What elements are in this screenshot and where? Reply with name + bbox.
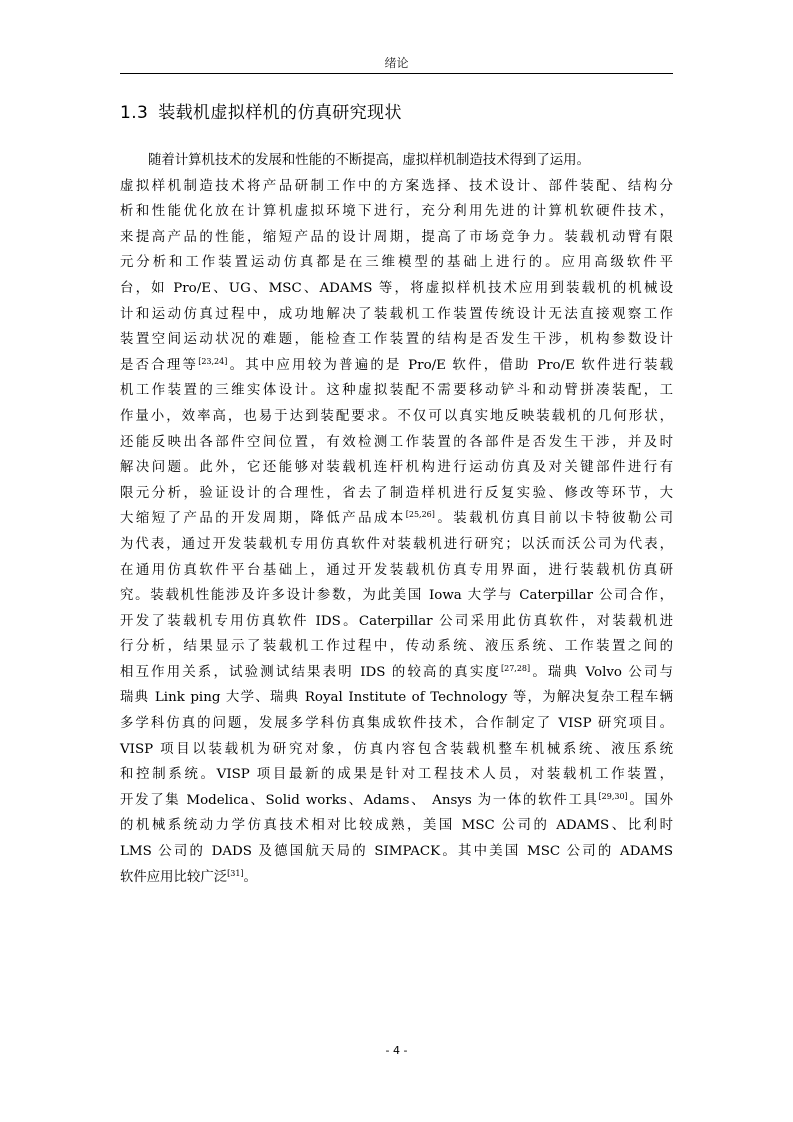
text-line	[120, 839, 673, 865]
text-line	[120, 609, 673, 635]
text-line	[120, 506, 673, 532]
line-text: 还能反映出各部件空间位置，有效检测工作装置的各部件是否发生干涉，并及时	[120, 434, 673, 450]
line-text: 台，如 Pro/E、UG、MSC、ADAMS 等，将虚拟样机技术应用到装载机的机械设	[120, 280, 673, 296]
text-line	[120, 302, 673, 328]
line-text: 开发了装载机专用仿真软件 IDS。Caterpillar 公司采用此仿真软件，对装载机进	[120, 613, 673, 629]
line-text: 随着计算机技术的发展和性能的不断提高，虚拟样机制造技术得到了运用。	[148, 153, 590, 168]
line-text: 来提高产品的性能，缩短产品的设计周期，提高了市场竞争力。装载机动臂有限	[120, 229, 673, 245]
text-line	[120, 788, 673, 814]
line-text: 多学科仿真的问题，发展多学科仿真集成软件技术，合作制定了 VISP 研究项目。	[120, 716, 673, 732]
text-line	[120, 199, 673, 225]
line-text: 虚拟样机制造技术将产品研制工作中的方案选择、技术设计、部件装配、结构分	[120, 178, 673, 194]
text-line	[120, 174, 673, 200]
text-line	[120, 404, 673, 430]
text-line	[120, 762, 673, 788]
text-line	[120, 250, 673, 276]
line-text: 瑞典 Link ping 大学、瑞典 Royal Institute of Technology 等，为解决复杂工程车辆	[120, 690, 673, 706]
citation-ref: [27,28]	[501, 663, 531, 673]
text-line	[120, 148, 673, 174]
line-text: 装置空间运动状况的难题，能检查工作装置的结构是否发生干涉，机构参数设计	[120, 332, 673, 348]
line-text: 。装载机仿真目前以卡特彼勒公司	[434, 511, 674, 527]
text-line	[120, 327, 673, 353]
section-title-text: 装载机虚拟样机的仿真研究现状	[158, 103, 402, 123]
line-text: 解决问题。此外，它还能够对装载机连杆机构进行运动仿真及对关键部件进行有	[120, 460, 673, 476]
line-text: 计和运动仿真过程中，成功地解决了装载机工作装置传统设计无法直接观察工作	[120, 306, 673, 322]
text-line	[120, 353, 673, 379]
text-line	[120, 532, 673, 558]
citation-ref: [23,24]	[198, 356, 228, 366]
line-text: 相互作用关系，试验测试结果表明 IDS 的较高的真实度	[120, 664, 501, 680]
text-line	[120, 634, 673, 660]
line-text: 的机械系统动力学仿真技术相对比较成熟，美国 MSC 公司的 ADAMS、比利时	[120, 818, 673, 834]
text-line	[120, 558, 673, 584]
line-text: 。国外	[627, 792, 673, 808]
line-text: 大缩短了产品的开发周期，降低产品成本	[120, 511, 406, 527]
line-text: 开发了集 Modelica、Solid works、Adams、 Ansys 为一体的软件工具	[120, 792, 599, 808]
text-line	[120, 737, 673, 763]
text-line	[120, 455, 673, 481]
line-text: 析和性能优化放在计算机虚拟环境下进行，充分利用先进的计算机软硬件技术，	[120, 204, 673, 220]
line-text: VISP 项目以装载机为研究对象，仿真内容包含装载机整车机械系统、液压系统	[120, 741, 673, 757]
line-text: 。	[243, 869, 257, 885]
line-text: 为代表，通过开发装载机专用仿真软件对装载机进行研究；以沃而沃公司为代表，	[120, 536, 673, 552]
text-line	[120, 813, 673, 839]
line-text: 究。装载机性能涉及许多设计参数，为此美国 Iowa 大学与 Caterpillar 公司合作，	[120, 588, 673, 604]
text-line	[120, 660, 673, 686]
citation-ref: [25,26]	[405, 510, 435, 520]
body-paragraph	[120, 148, 673, 890]
header-rule	[120, 73, 673, 74]
section-number: 1.3	[120, 103, 149, 123]
line-text: 。其中应用较为普遍的是 Pro/E 软件，借助 Pro/E 软件进行装载	[227, 357, 673, 373]
line-text: 在通用仿真软件平台基础上，通过开发装载机仿真专用界面，进行装载机仿真研	[120, 562, 673, 578]
running-header: 绪论	[384, 56, 409, 70]
text-line	[120, 225, 673, 251]
text-line	[120, 378, 673, 404]
line-text: 是否合理等	[120, 357, 199, 373]
section-heading	[120, 98, 402, 123]
line-text: 和控制系统。VISP 项目最新的成果是针对工程技术人员，对装载机工作装置，	[120, 767, 673, 783]
line-text: 元分析和工作装置运动仿真都是在三维模型的基础上进行的。应用高级软件平	[120, 255, 673, 271]
text-line	[120, 711, 673, 737]
line-text: 限元分析，验证设计的合理性，省去了制造样机进行反复实验、修改等环节，大	[120, 485, 673, 501]
citation-ref: [29,30]	[598, 791, 628, 801]
text-line	[120, 865, 673, 891]
text-line	[120, 481, 673, 507]
text-line	[120, 685, 673, 711]
text-line	[120, 583, 673, 609]
line-text: LMS 公司的 DADS 及德国航天局的 SIMPACK。其中美国 MSC 公司的 ADAMS	[120, 844, 673, 860]
line-text: 作量小，效率高，也易于达到装配要求。不仅可以真实地反映装载机的几何形状，	[120, 408, 673, 424]
line-text: 软件应用比较广泛	[120, 869, 228, 885]
page-number: - 4 -	[385, 1044, 408, 1057]
line-text: 行分析，结果显示了装载机工作过程中，传动系统、液压系统、工作装置之间的	[120, 639, 673, 655]
line-text: 。瑞典 Volvo 公司与	[530, 664, 673, 680]
line-text: 机工作装置的三维实体设计。这种虚拟装配不需要移动铲斗和动臂拼凑装配，工	[120, 383, 673, 399]
citation-ref: [31]	[227, 868, 244, 878]
text-line	[120, 430, 673, 456]
text-line	[120, 276, 673, 302]
